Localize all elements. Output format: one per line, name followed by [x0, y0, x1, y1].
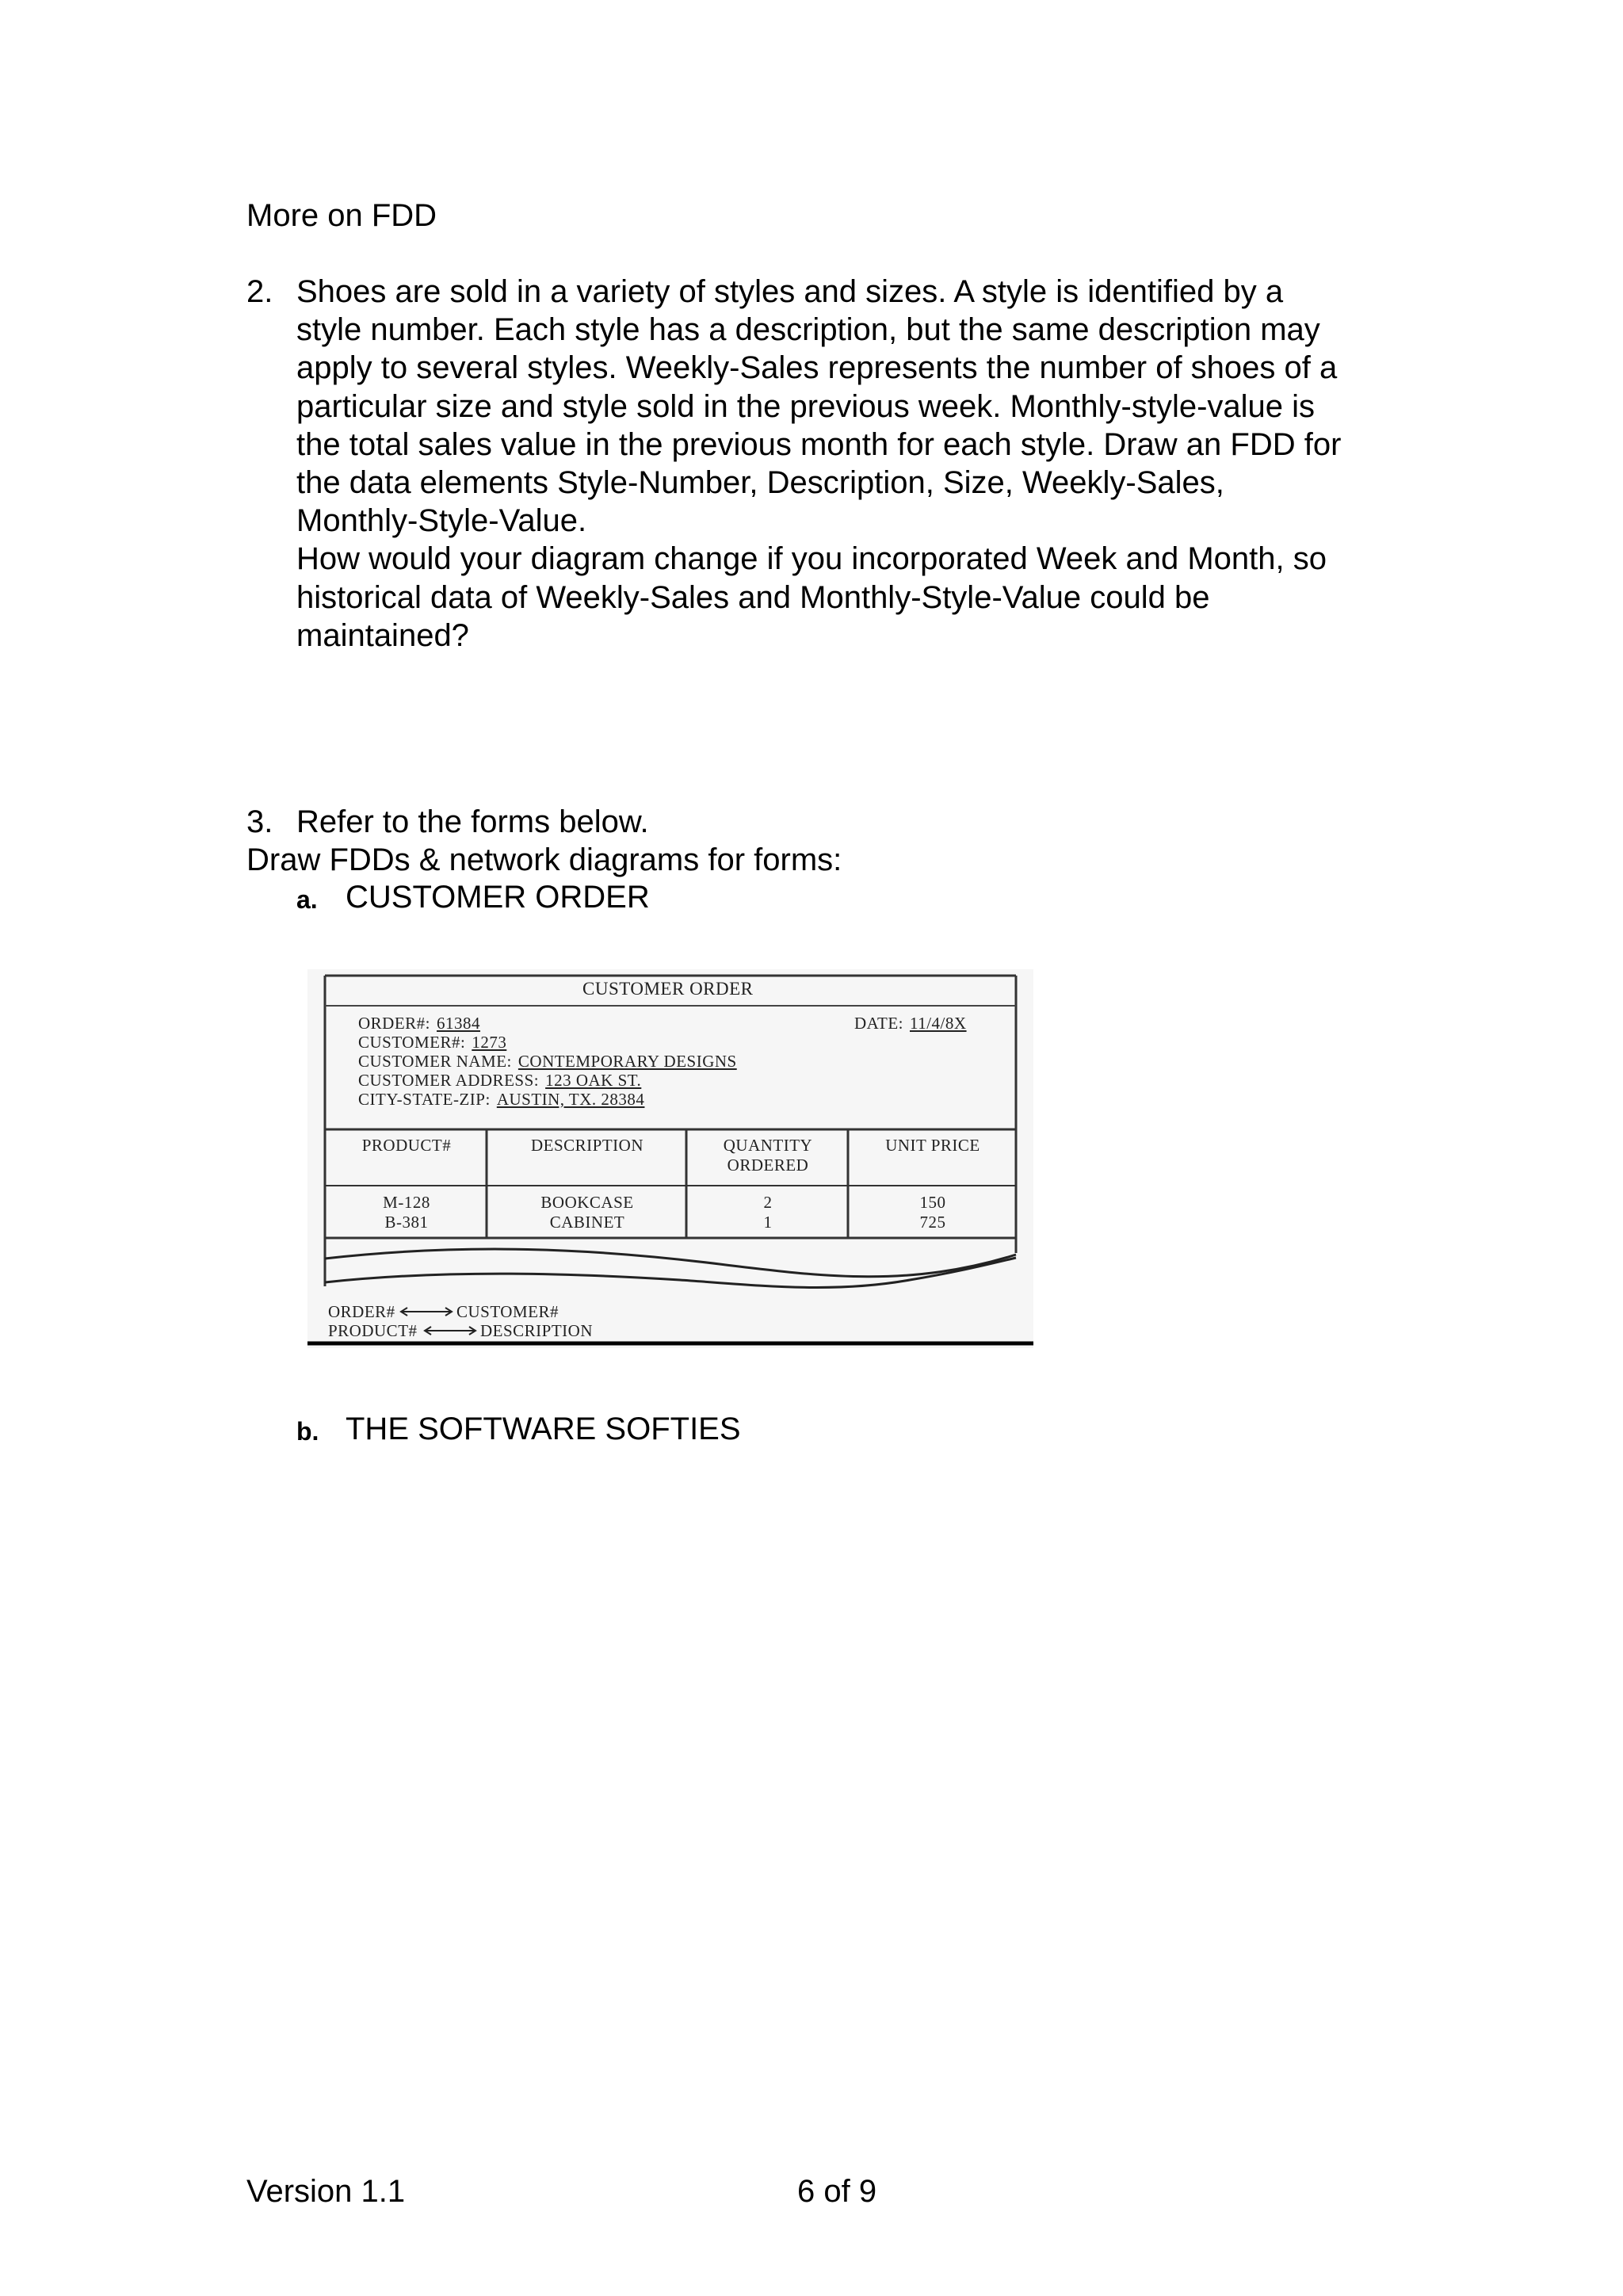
- form-column-header: DESCRIPTION: [530, 1136, 643, 1155]
- form-column-header: UNIT PRICE: [885, 1136, 980, 1155]
- form-field-date: [854, 1014, 967, 1033]
- form-dependency-to: CUSTOMER#: [456, 1302, 559, 1321]
- footer-version: Version 1.1: [246, 2174, 406, 2209]
- form-field-label: CUSTOMER ADDRESS:: [358, 1071, 540, 1090]
- form-title: CUSTOMER ORDER: [582, 979, 754, 999]
- form-column-header: QUANTITY ORDERED: [723, 1136, 813, 1175]
- form-dependency-from: PRODUCT#: [328, 1321, 418, 1340]
- form-column-quantity: [688, 1193, 848, 1232]
- form-column-description: [488, 1193, 686, 1232]
- sub-item-a-letter: a.: [296, 885, 318, 914]
- question-2-line: historical data of Weekly-Sales and Monthly-Style-Value could be: [296, 579, 1210, 615]
- question-2-line: How would your diagram change if you incorporated Week and Month, so: [296, 541, 1327, 577]
- question-2-line: the data elements Style-Number, Description, Size, Weekly-Sales,: [296, 465, 1224, 501]
- form-field-label: CITY-STATE-ZIP:: [358, 1090, 491, 1109]
- question-2-line: Monthly-Style-Value.: [296, 503, 587, 539]
- table-cell: B-381: [384, 1213, 429, 1232]
- form-field-value: CONTEMPORARY DESIGNS: [517, 1052, 737, 1071]
- customer-order-form-image: [307, 969, 1033, 1348]
- sub-item-b-letter: b.: [296, 1417, 319, 1446]
- form-column-unit-price: [850, 1193, 1016, 1232]
- question-2-line: the total sales value in the previous month for each style. Draw an FDD for: [296, 426, 1342, 462]
- sub-item-b-label: THE SOFTWARE SOFTIES: [346, 1412, 741, 1446]
- question-2-text: [296, 273, 1390, 655]
- form-field-label: CUSTOMER NAME:: [358, 1052, 512, 1071]
- form-field-value: 1273: [472, 1033, 507, 1052]
- form-dependency-to: DESCRIPTION: [480, 1321, 594, 1340]
- question-2-line: style number. Each style has a description, but the same description may: [296, 312, 1320, 348]
- question-2-line: maintained?: [296, 617, 469, 653]
- form-field-order-number: [358, 1014, 480, 1033]
- form-column-product: [327, 1193, 487, 1232]
- form-field-value: 61384: [437, 1014, 481, 1033]
- table-cell: M-128: [383, 1193, 430, 1212]
- section-heading: More on FDD: [246, 198, 437, 233]
- table-cell: 2: [763, 1193, 773, 1212]
- question-3-text: Refer to the forms below.: [296, 804, 649, 839]
- footer-page-number: 6 of 9: [797, 2174, 877, 2209]
- question-3-instruction: Draw FDDs & network diagrams for forms:: [246, 842, 842, 877]
- question-3-number: 3.: [246, 804, 273, 839]
- form-field-customer-name: [358, 1052, 737, 1071]
- table-cell: 725: [919, 1213, 946, 1232]
- table-cell: CABINET: [549, 1213, 625, 1232]
- question-2-line: apply to several styles. Weekly-Sales represents the number of shoes of a: [296, 350, 1338, 386]
- form-field-label: ORDER#:: [358, 1014, 431, 1033]
- form-field-value: 11/4/8X: [910, 1014, 967, 1033]
- form-field-label: CUSTOMER#:: [358, 1033, 466, 1052]
- form-field-label: DATE:: [854, 1014, 903, 1033]
- form-field-value: 123 OAK ST.: [545, 1071, 642, 1090]
- form-dependency-from: ORDER#: [328, 1302, 395, 1321]
- question-2-number: 2.: [246, 274, 273, 309]
- form-field-customer-number: [358, 1033, 506, 1052]
- sub-item-a-label: CUSTOMER ORDER: [346, 880, 650, 915]
- form-field-city-state-zip: [358, 1090, 644, 1109]
- form-field-value: AUSTIN, TX. 28384: [496, 1090, 645, 1109]
- form-field-customer-address: [358, 1071, 641, 1090]
- table-cell: 1: [763, 1213, 773, 1232]
- table-cell: 150: [919, 1193, 946, 1212]
- question-2-line: Shoes are sold in a variety of styles and sizes. A style is identified by a: [296, 274, 1284, 309]
- question-2-line: particular size and style sold in the previous week. Monthly-style-value is: [296, 388, 1316, 424]
- table-cell: BOOKCASE: [540, 1193, 634, 1212]
- form-column-header: PRODUCT#: [361, 1136, 452, 1155]
